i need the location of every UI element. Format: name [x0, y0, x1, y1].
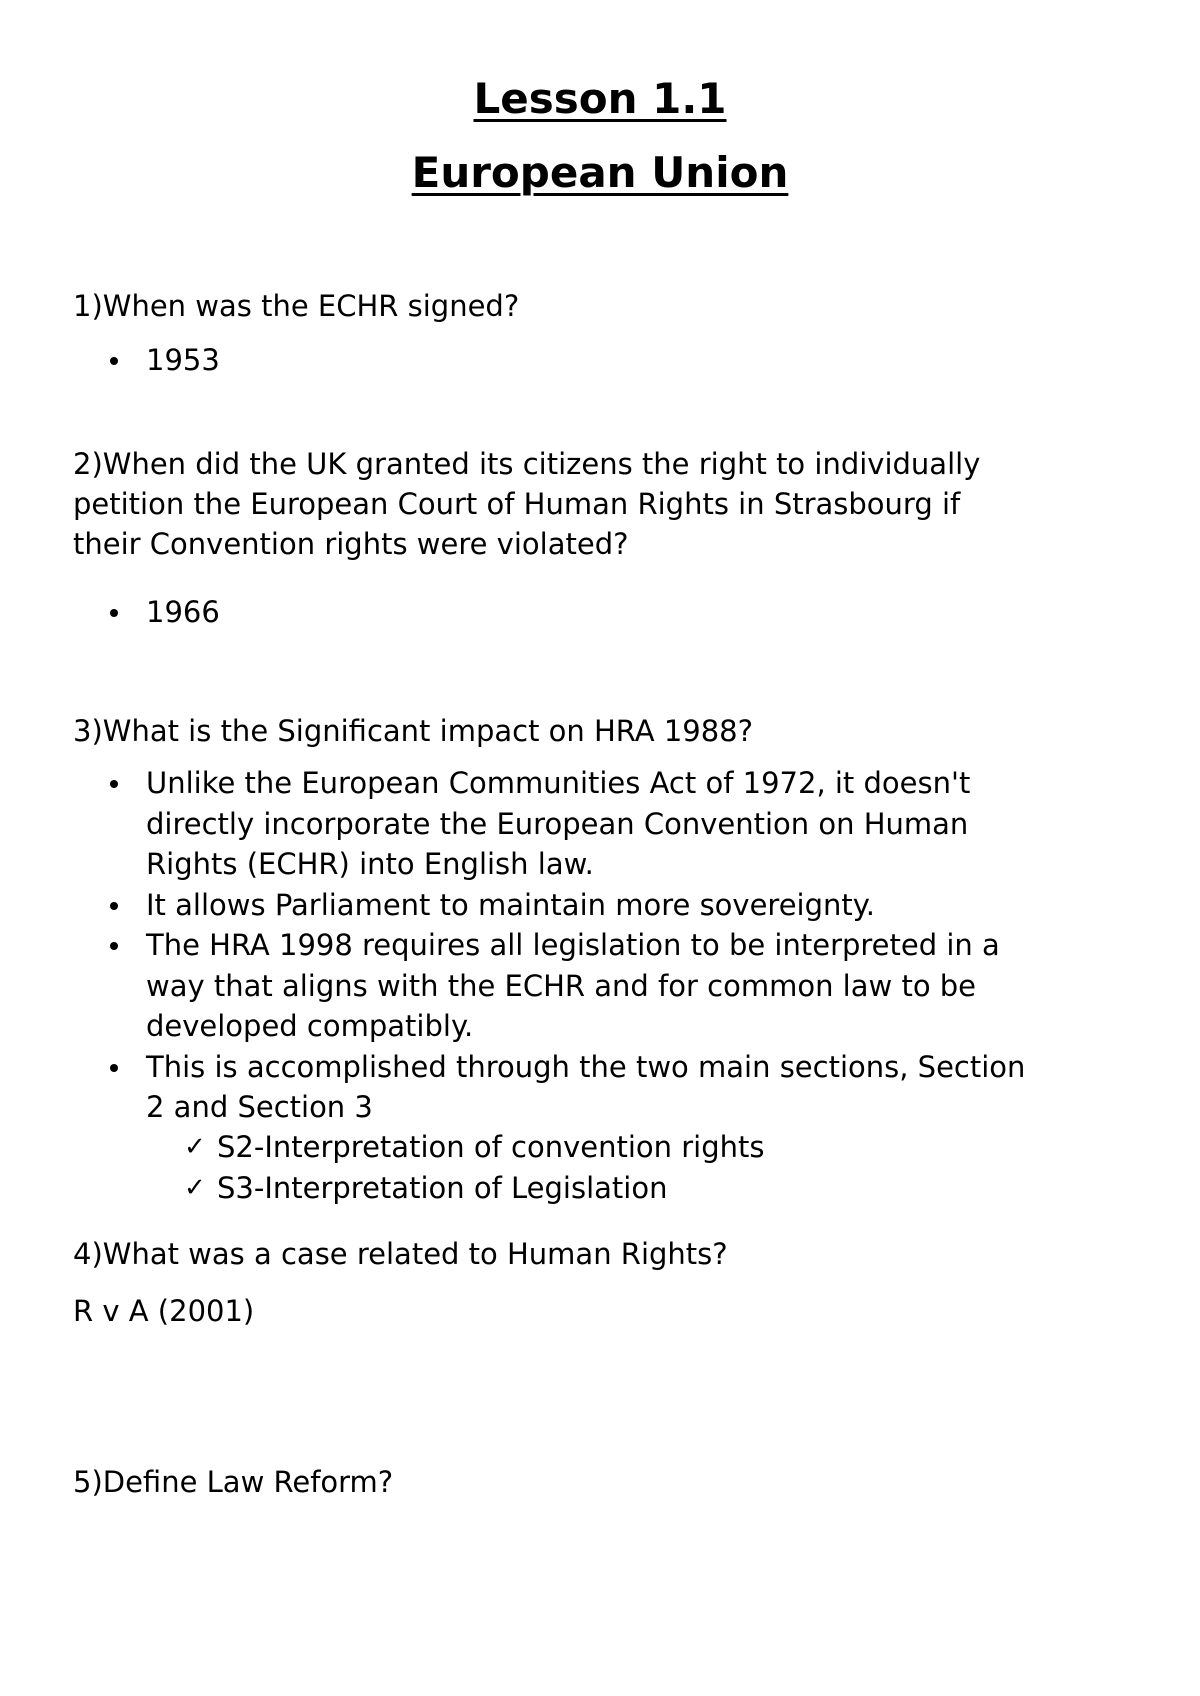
question-2-line: 2)When did the UK granted its citizens the right to individually: [73, 447, 981, 481]
checkmark-icon: ✓: [184, 1132, 206, 1162]
sub-point-item: [184, 1168, 1084, 1209]
sub-point-text: S2-Interpretation of convention rights: [217, 1130, 765, 1164]
answer-line: This is accomplished through the two main sections, Section: [146, 1049, 1026, 1084]
answer-line: Rights (ECHR) into English law.: [146, 847, 594, 881]
sub-point-item: [184, 1127, 1084, 1168]
answer-line: It allows Parliament to maintain more sovereignty.: [146, 887, 876, 922]
answer-item: 1966: [73, 592, 1143, 633]
question-4: 4)What was a case related to Human Rights?: [73, 1237, 728, 1271]
answer-line: directly incorporate the European Convention on Human: [146, 806, 969, 841]
answer-item: [73, 885, 1143, 926]
answer-item: 1953: [73, 340, 1143, 381]
answer-line: 2 and Section 3: [146, 1090, 373, 1124]
question-5: 5)Define Law Reform?: [73, 1465, 394, 1499]
answer-line: Unlike the European Communities Act of 1972, it doesn't: [146, 766, 971, 800]
sub-point-text: S3-Interpretation of Legislation: [217, 1170, 668, 1205]
question-1: 1)When was the ECHR signed?: [73, 289, 520, 323]
checkmark-icon: ✓: [184, 1172, 206, 1203]
topic-title: European Union: [411, 148, 789, 197]
answer-item: [73, 925, 1143, 1047]
answer-list-3: [73, 763, 1143, 1128]
answer-list-2: [73, 592, 1143, 633]
lesson-title: Lesson 1.1: [473, 74, 727, 123]
sub-point-list: [184, 1127, 1084, 1208]
answer-line: The HRA 1998 requires all legislation to be interpreted in a: [146, 928, 1000, 962]
answer-line: way that aligns with the ECHR and for common law to be: [146, 968, 977, 1003]
question-3: 3)What is the Significant impact on HRA 1988?: [73, 714, 754, 748]
answer-line: developed compatibly.: [146, 1009, 474, 1043]
question-2-line: their Convention rights were violated?: [73, 527, 629, 561]
answer-item: [73, 763, 1143, 885]
question-2: [73, 444, 1143, 564]
answer-item: [73, 1047, 1143, 1128]
question-2-line: petition the European Court of Human Rights in Strasbourg if: [73, 487, 961, 521]
answer-text-4: R v A (2001): [73, 1294, 255, 1328]
answer-list-1: [73, 340, 1143, 381]
